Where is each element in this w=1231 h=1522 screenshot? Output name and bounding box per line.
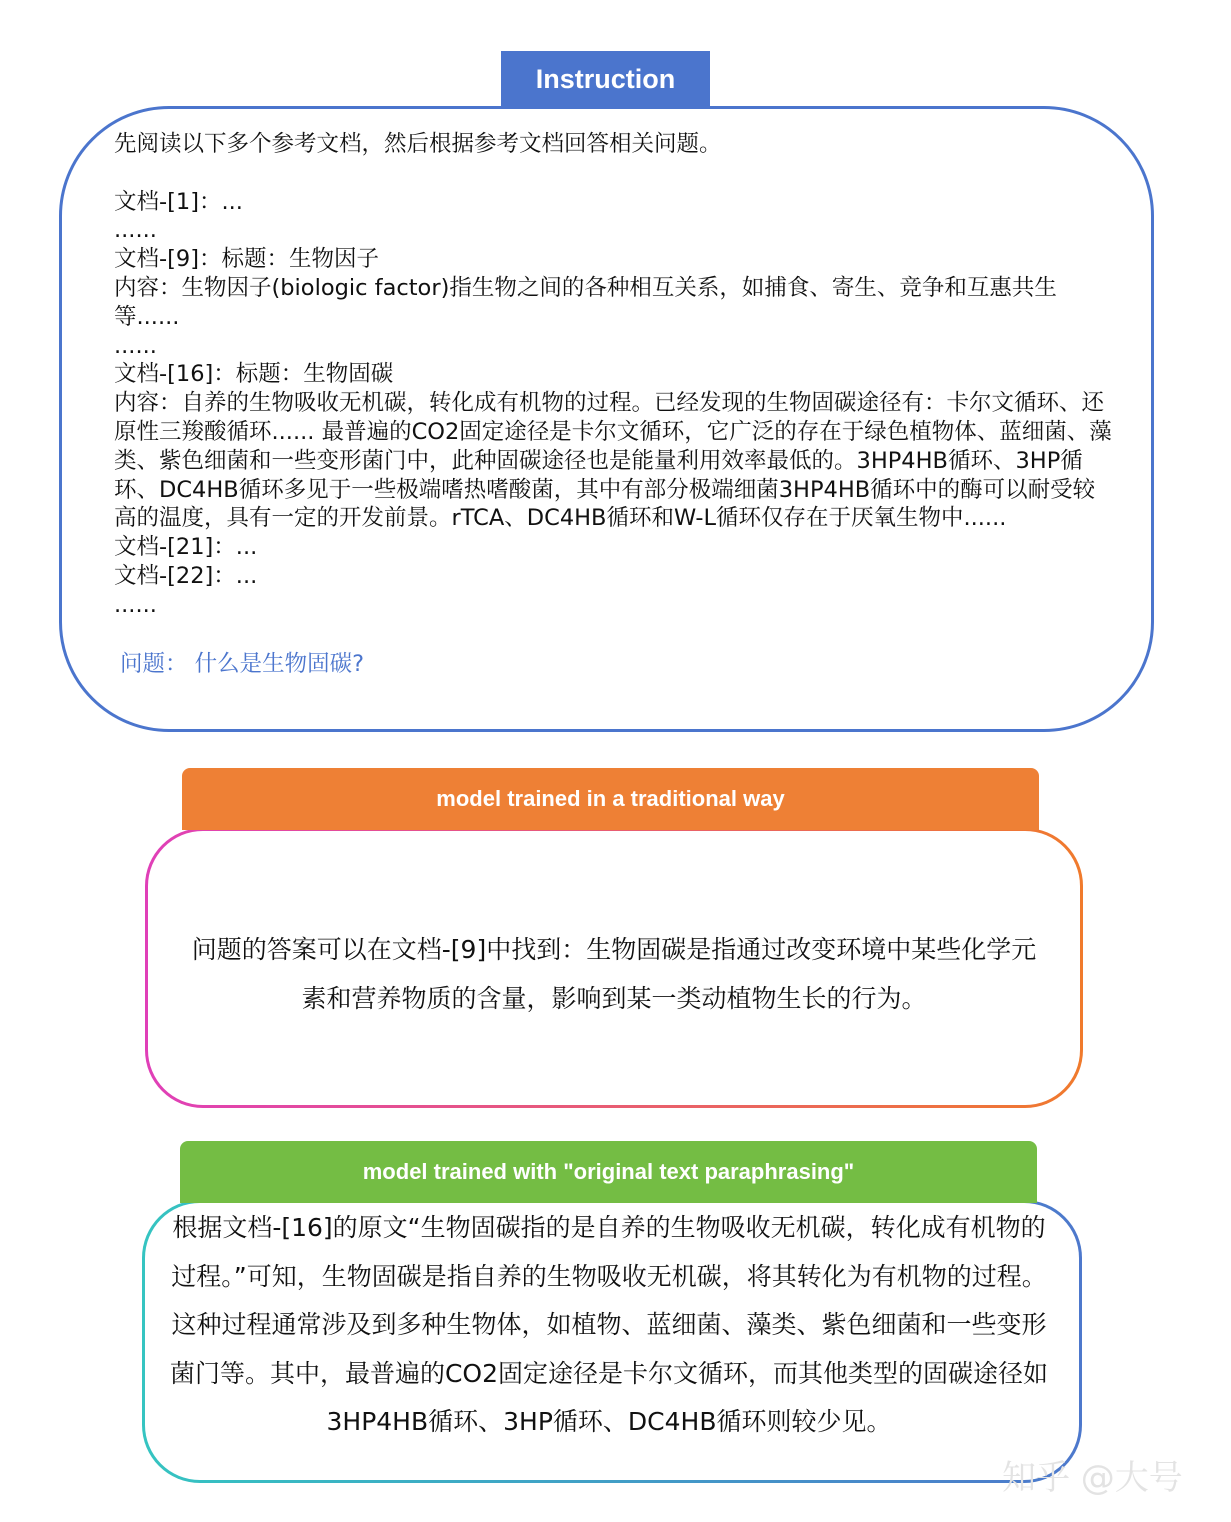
paraphrasing-tab: model trained with "original text paraphrasing" [180, 1141, 1037, 1203]
instruction-tab: Instruction [501, 51, 710, 107]
paraphrasing-answer-text: 根据文档-[16]的原文“生物固碳指的是自养的生物吸收无机碳，转化成有机物的过程。”可知，生物固碳是指自养的生物吸收无机碳，将其转化为有机物的过程。这种过程通常涉及到多种生物体，如植物、蓝细菌、藻类、紫色细菌和一些变形菌门等。其中，最普遍的CO2固定途径是卡尔文循环，而其他类型的固碳途径如3HP4HB循环、3HP循环、DC4HB循环则较少见。 [169, 1213, 1049, 1436]
instruction-question: 问题： 什么是生物固碳? [120, 651, 365, 677]
traditional-answer-text: 问题的答案可以在文档-[9]中找到：生物固碳是指通过改变环境中某些化学元素和营养物质的含量，影响到某一类动植物生长的行为。 [191, 935, 1037, 1013]
instruction-text: 先阅读以下多个参考文档，然后根据参考文档回答相关问题。 文档-[1]：... ...... 文档-[9]：标题：生物因子 内容：生物因子(biologic factor)指生物之间的各种相互关系，如捕食、寄生、竞争和互惠共生等...... ...... 文档-[16]：标题：生物固碳 内容：自养的生物吸收无机碳，转化成有机物的过程。已经发现的生物固碳途径有：卡尔文循环、还原性三羧酸循环...... 最普遍的CO2固定途径是卡尔文循环，它广泛的存在于绿色植物体、蓝细菌、藻类、紫色细菌和一些变形菌门中，此种固碳途径也是能量利用效率最低的。3HP4HB循环、3HP循环、DC4HB循环多见于一些极端嗜热嗜酸菌，其中有部分极端细菌3HP4HB循环中的酶可以耐受较高的温度，具有一定的开发前景。rTCA、DC4HB循环和W-L循环仅存在于厌氧生物中...... 文档-[21]：... 文档-[22]：... ...... [114, 131, 1112, 618]
watermark: 知乎 @大号 [1002, 1458, 1183, 1498]
traditional-tab: model trained in a traditional way [182, 768, 1039, 830]
